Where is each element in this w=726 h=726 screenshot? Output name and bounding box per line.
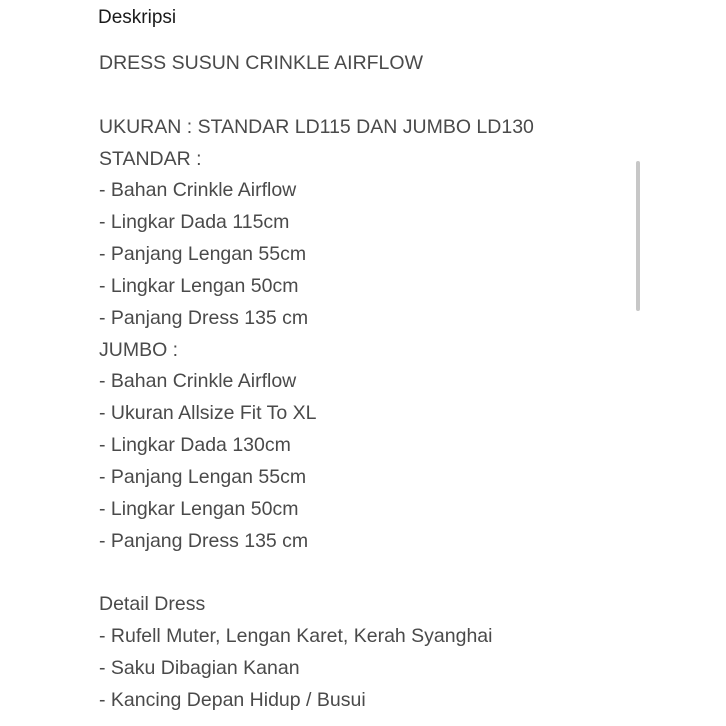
description-line: STANDAR :	[99, 147, 202, 170]
description-line: - Ukuran Allsize Fit To XL	[99, 402, 317, 425]
description-line: - Panjang Dress 135 cm	[99, 306, 309, 329]
description-line: - Lingkar Dada 130cm	[99, 434, 291, 457]
description-line: - Kancing Depan Hidup / Busui	[99, 688, 366, 711]
description-line: Detail Dress	[99, 593, 206, 616]
description-line: - Panjang Lengan 55cm	[99, 465, 307, 488]
description-line: JUMBO :	[99, 338, 179, 361]
section-title: Deskripsi	[98, 7, 177, 28]
description-line	[99, 558, 616, 590]
description-line: - Bahan Crinkle Airflow	[99, 370, 297, 393]
description-text	[99, 48, 616, 717]
description-line: - Panjang Dress 135 cm	[99, 529, 309, 552]
description-line	[99, 80, 616, 112]
description-line: - Saku Dibagian Kanan	[99, 657, 300, 680]
description-line: DRESS SUSUN CRINKLE AIRFLOW	[99, 52, 423, 74]
description-line: - Bahan Crinkle Airflow	[99, 179, 297, 202]
description-line: - Rufell Muter, Lengan Karet, Kerah Syanghai	[99, 625, 493, 648]
description-line: UKURAN : STANDAR LD115 DAN JUMBO LD130	[99, 115, 534, 138]
description-line: - Panjang Lengan 55cm	[99, 243, 307, 266]
scrollbar[interactable]	[636, 161, 640, 311]
description-line: - Lingkar Lengan 50cm	[99, 274, 299, 297]
description-line: - Lingkar Dada 115cm	[99, 211, 290, 234]
description-line: - Lingkar Lengan 50cm	[99, 497, 299, 520]
